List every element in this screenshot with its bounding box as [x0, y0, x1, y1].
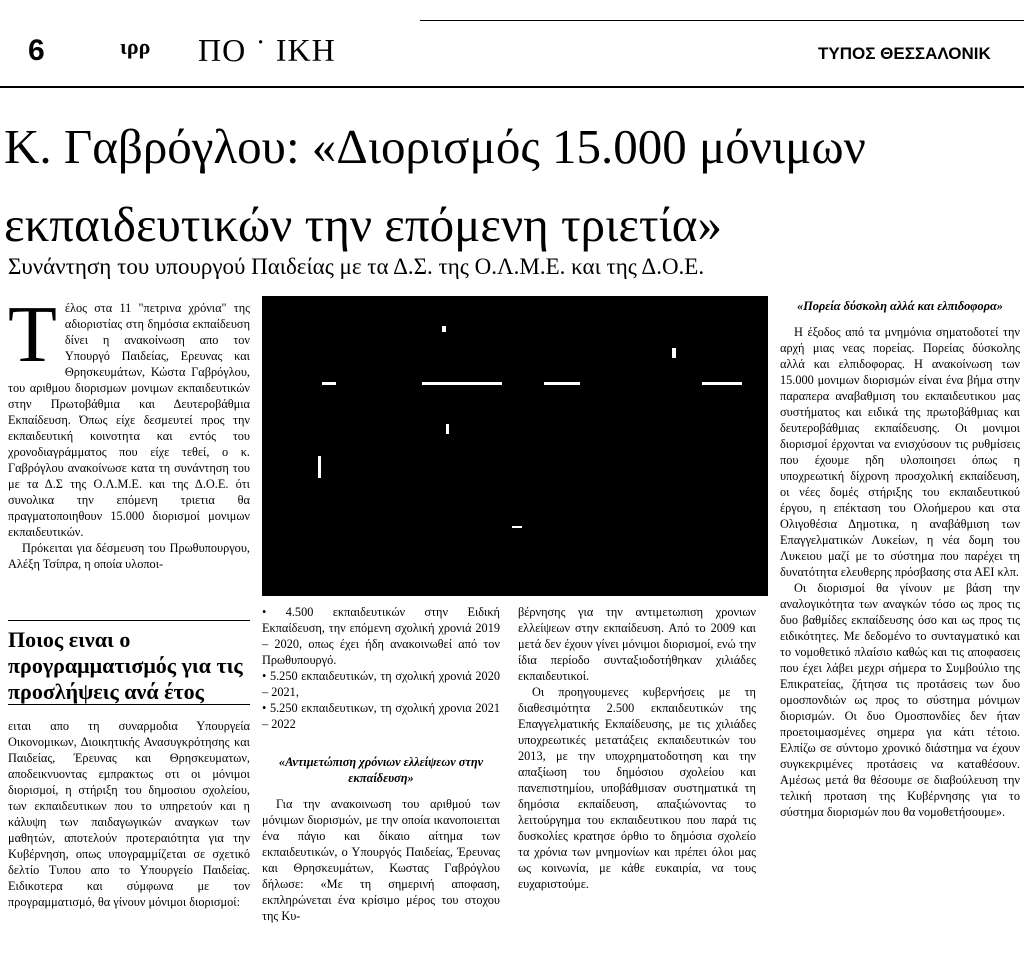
list-item: • 5.250 εκπαιδευτικών, τη σχολική χρονιά 2020 – 2021,: [262, 669, 500, 699]
article-photo: [262, 296, 768, 596]
section-subtitle: «Πορεία δύσκολη αλλά και ελπιδοφορα»: [797, 299, 1003, 313]
intro-paragraph: έλος στα 11 "πετρινα χρόνια" της αδιοριστίας στη δημόσια εκπαίδευση δίνει η ανακοίνωση απο τον Υπουργό Παιδείας, Ερευνας και Θρησκευμάτων, Κώστα Γαβρόγλου, του αριθμου διορισμων μονιμων εκπαιδευτικών στην Πρωτοβάθμια και Δευτεροβάθμια Εκπαίδευση. Όπως είχε δεσμευτεί προς την εκπαιδευτική κοινοτητα και εντός του χρονοδιαγράμματος που είχε τεθεί, ο κ. Γαβρόγλου ανακοίνωσε κατα τη συνάντηση του με τα Δ.Σ της Ο.Λ.Μ.Ε. και της Δ.Ο.Ε. ότι συνολικα την επόμενη τριετια θα πραγματοποιηθουν 15.000 διορισμοί μονιμων εκπαιδευτικών.: [8, 301, 250, 539]
list-item: • 5.250 εκπαιδευτικων, τη σχολική χρονια 2021 – 2022: [262, 701, 500, 731]
section-title: ΠΟ ˙ ΙΚΗ: [198, 32, 336, 68]
drop-cap: Τ: [8, 291, 57, 379]
column-3: [518, 604, 756, 892]
section-subtitle: «Αντιμετώπιση χρόνιων ελλείψεων στην εκπαίδευση»: [278, 755, 484, 785]
column-1-top: [8, 291, 250, 572]
list-item: • 4.500 εκπαιδευτικών στην Ειδική Εκπαίδευση, την επόμενη σχολική χρονιά 2019 – 2020, οπως έχει ήδη ανακοινωθεί από τον Πρωθυπουργό.: [262, 605, 500, 667]
paragraph: Η έξοδος από τα μνημόνια σηματοδοτεί την αρχή μιας νεας πορείας. Πορείας δύσκολης αλλά και ελπιδοφορας. Η ανακοίνωση των 15.000 μονιμων διορισμών είναι ένα βήμα στην παραπερα αναβαθμιση του εκπαιδευτικου μας συστήματος και ειδικά της πρωτοβάθμιας και δευτεροβάθμιας εκπαίδευσης. Οι μονιμοι διορισμοί έρχονται να ενισχύσουν τις ρυθμίσεις που έχουμε ηδη υλοποιησει όπως η υποχρεωτική δίχρονη προσχολική εκπαίδευση, οι νέες δομές στήριξης του εκπαιδευτικού έργου, η επέκταση του Ολοήμερου και στα Ολιγοθέσια Δημοτικα, η αναβάθμιση των Επαγγελματικών Λυκείων, η νέα δομη του Λυκειου μαζί με το σύστημα που παρέχει τη δυνατότητα ελευθερης πρόσβασης στα ΑΕΙ κλπ.: [780, 325, 1020, 579]
box-title: Ποιος ειναι ο προγραμματισμός για τις προσλήψεις ανά έτος: [8, 627, 243, 704]
paragraph: ειται απο τη συναρμοδια Υπουργεία Οικονομικων, Διοικητικής Ανασυγκρότησης και Παιδείας, Έρευνας και Θρησκευματων, αποδεικνυοντας εμπρακτως οτι οι μόνιμοι διορισμοί, η στήριξη του δημοσιου σχολείου, των εκπαιδευτικων που το υπηρετούν και η κάλυψη των παιδαγωγικών αναγκων των μαθητών, αποτελούν προτεραιότητα για την Κυβέρνηση, οπως υπογραμμίζεται σε σχετικό δελτίο Τυπου απο το Υπουργείο Παιδείας. Ειδικοτερα και σύμφωνα με τον προγραμματισμό, θα γίνουν μόνιμοι διορισμοί:: [8, 719, 250, 909]
column-2: [262, 604, 500, 924]
box-rule-bottom: [8, 704, 250, 705]
paragraph: Για την ανακοινωση του αριθμού των μόνιμων διορισμών, με την οποία ικανοποιειται ένα πάγιο και δίκαιο αίτημα των εκπαιδευτικών, ο Υπουργός Παιδείας, Έρευνας και Θρησκευμάτων, Κωστας Γαβρόγλου δήλωσε: «Με τη σημερινή αποφαση, εκπληρώνεται ένα κρίσιμο μέρος του στοχου της Κυ-: [262, 797, 500, 923]
top-rule: [420, 20, 1024, 21]
headline: Κ. Γαβρόγλου: «Διορισμός 15.000 μόνιμων εκπαιδευτικών την επόμενη τριετία»: [4, 119, 866, 252]
page-number: 6: [28, 34, 45, 67]
masthead-rule: [0, 86, 1024, 88]
paragraph: Οι προηγουμενες κυβερνήσεις με τη διαθεσιμότητα 2.500 εκπαιδευτικών της Επαγγελματικής Εκπαίδευσης, με τις χιλιάδες υποχρεωτικές μετατάξεις εκπαιδευτικών του 2013, με την υποχρηματοδοτηση και την απαξίωση του δημόσιου σχολείου και πανεπιστημίου, υποβάθμισαν συστηματικά τη δημόσια εκπαίδευση, απαξιώνοντας το λειτούργημα του εκπαιδευτικου που παρά τις δυσκολίες κρατησε όρθιο το δημόσια σχολείο τα χρόνια των μνημονίων και πρέπει όλοι μας ως κοινωνία, με κάθε ευκαιρία, να τους ευχαριστούμε.: [518, 685, 756, 891]
paragraph: βέρνησης για την αντιμετωπιση χρονιων ελλείψεων στην εκπαίδευση. Από το 2009 και μετά δεν έχουν γίνει μόνιμοι διορισμοί, ενώ την ίδια περίοδο συνταξιοδοτήθηκαν χιλιάδες εκπαιδευτικοί.: [518, 605, 756, 683]
section-logo: ιρρ: [120, 34, 151, 59]
box-rule-top: [8, 620, 250, 621]
newspaper-name: ΤΥΠΟΣ ΘΕΣΣΑΛΟΝΙΚ: [818, 44, 991, 63]
paragraph: Οι διορισμοί θα γίνουν με βάση την αναλογικότητα των αναγκών τόσο ως προς τις δυο βαθμίδες εκπαίδευσης όσο και ως προς τις ειδικότητες. Με δεδομένο το συνταγματικό και το νομοθετικό πλαίσιο καθώς και τις αποφασεις που έχει λάβει μεχρι σήμερα το Συμβούλιο της Επικρατείας, ζήτησα τις προτάσεις των δυο ομοσπονδιών ως προς το σύστημα μόνιμων διορισμών. Οι δυο Ομοσπονδίες δεν ήταν προετοιμασμένες σημερα για κάτι τέτοιο. Ελπίζω σε σύντομο χρονικό διάστημα να έχουν συγκεκριμένες προτάσεις να καταθέσουν. Αμέσως μετά θα θέσουμε σε διαβούλευση την τελική προταση της Κυβέρνησης για το σύστημα διορισμών που θα νομοθετήσουμε».: [780, 581, 1020, 819]
paragraph: Πρόκειται για δέσμευση του Πρωθυπουργου, Αλέξη Τσίπρα, η οποία υλοποι-: [8, 541, 250, 571]
column-4: [780, 298, 1020, 820]
subheadline: Συνάντηση του υπουργού Παιδείας με τα Δ.Σ. της Ο.Λ.Μ.Ε. και της Δ.Ο.Ε.: [8, 254, 705, 279]
column-1-bottom: [8, 718, 250, 910]
